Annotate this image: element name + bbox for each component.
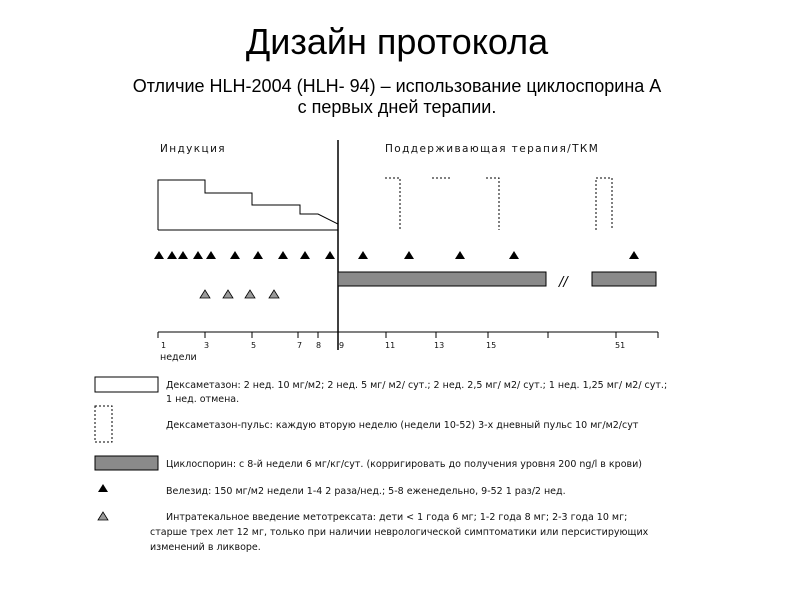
phase-induction-label: Индукция bbox=[160, 143, 227, 155]
etoposide-dose bbox=[509, 251, 519, 259]
mtx-triangles bbox=[200, 290, 279, 298]
legend-cyclosporine-text: Циклоспорин: с 8-й недели 6 мг/кг/сут. (корригировать до получения уровня 200 ng/l в крови) bbox=[166, 459, 642, 470]
legend-mtx-line-3: изменений в ликворе. bbox=[150, 542, 261, 553]
dexamethasone-taper-shape bbox=[158, 180, 338, 230]
etoposide-dose bbox=[455, 251, 465, 259]
etoposide-dose bbox=[300, 251, 310, 259]
weeks-axis-label: недели bbox=[160, 352, 197, 363]
mtx-dose bbox=[245, 290, 255, 298]
legend-velcade-text: Велезид: 150 мг/м2 недели 1-4 2 раза/нед.; 5-8 еженедельно, 9-52 1 раз/2 нед. bbox=[166, 486, 566, 497]
etoposide-dose bbox=[253, 251, 263, 259]
mtx-dose bbox=[200, 290, 210, 298]
legend-pulse-text: Дексаметазон-пульс: каждую вторую неделю (недели 10-52) 3-х дневный пульс 10 мг/м2/сут bbox=[166, 420, 639, 431]
etoposide-dose bbox=[167, 251, 177, 259]
etoposide-dose bbox=[178, 251, 188, 259]
etoposide-dose bbox=[404, 251, 414, 259]
slide-title: Дизайн протокола bbox=[245, 21, 549, 62]
week-tick-label: 11 bbox=[385, 341, 396, 350]
cyclosporine-bar bbox=[338, 272, 546, 286]
dexa-pulse-3 bbox=[486, 178, 499, 230]
week-tick-label: 3 bbox=[204, 341, 210, 350]
etoposide-dose bbox=[325, 251, 335, 259]
etoposide-dose bbox=[629, 251, 639, 259]
etoposide-dose bbox=[358, 251, 368, 259]
week-tick-label: 13 bbox=[434, 341, 445, 350]
phase-maintenance-label: Поддерживающая терапия/ТКМ bbox=[385, 143, 600, 155]
week-tick-label: 1 bbox=[161, 341, 167, 350]
legend-cyclosporine-swatch bbox=[95, 456, 158, 470]
legend-mtx-line-1: Интратекальное введение метотрексата: дети < 1 года 6 мг; 1-2 года 8 мг; 2-3 года 10 мг; bbox=[166, 512, 628, 523]
etoposide-dose bbox=[230, 251, 240, 259]
legend-mtx-line-2: старше трех лет 12 мг, только при наличии неврологической симптоматики или персистирующих bbox=[150, 527, 649, 538]
mtx-dose bbox=[269, 290, 279, 298]
subtitle-line-1: Отличие HLH-2004 (HLH- 94) – использование циклоспорина А bbox=[132, 76, 662, 96]
week-tick-label: 9 bbox=[339, 341, 345, 350]
legend-pulse-swatch bbox=[95, 406, 112, 442]
cyclosporine-bar-continued bbox=[592, 272, 656, 286]
dexa-pulse-1 bbox=[385, 178, 400, 230]
timeline-ticks bbox=[158, 332, 658, 338]
legend-velcade-triangle-icon bbox=[98, 484, 108, 492]
timeline-break-mark: // bbox=[559, 275, 568, 290]
mtx-dose bbox=[223, 290, 233, 298]
week-tick-label: 51 bbox=[615, 341, 626, 350]
etoposide-dose bbox=[193, 251, 203, 259]
etoposide-triangles bbox=[154, 251, 639, 259]
etoposide-dose bbox=[278, 251, 288, 259]
subtitle-line-2: с первых дней терапии. bbox=[297, 97, 497, 117]
legend-dexamethasone-line-2: 1 нед. отмена. bbox=[166, 394, 240, 405]
etoposide-dose bbox=[154, 251, 164, 259]
week-tick-label: 8 bbox=[316, 341, 322, 350]
week-tick-label: 5 bbox=[251, 341, 257, 350]
dexa-pulse-4 bbox=[596, 178, 612, 230]
legend-dexamethasone-line-1: Дексаметазон: 2 нед. 10 мг/м2; 2 нед. 5 мг/ м2/ сут.; 2 нед. 2,5 мг/ м2/ сут.; 1 нед. 1,25 мг/ м2/ сут.; bbox=[166, 380, 668, 391]
etoposide-dose bbox=[206, 251, 216, 259]
legend-mtx-triangle-icon bbox=[98, 512, 108, 520]
week-tick-label: 7 bbox=[297, 341, 303, 350]
legend-dexamethasone-swatch bbox=[95, 377, 158, 392]
week-tick-label: 15 bbox=[486, 341, 497, 350]
